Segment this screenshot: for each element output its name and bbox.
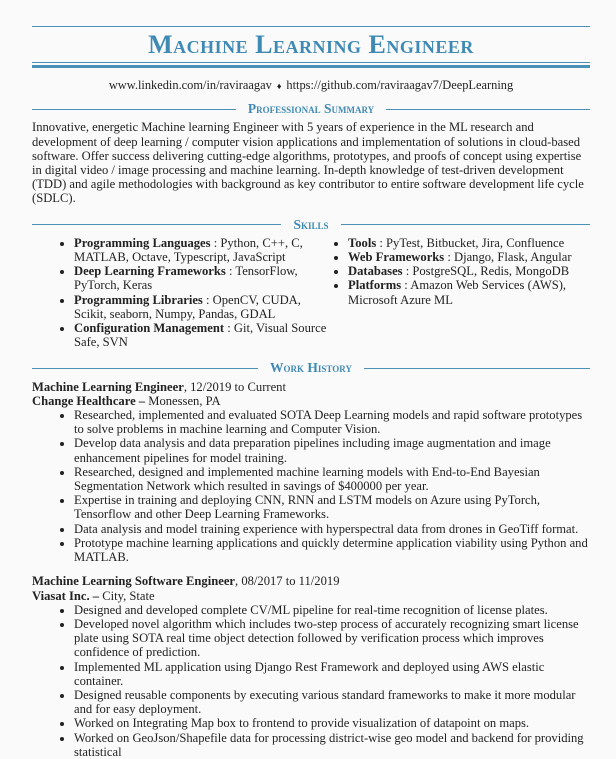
skill-item xyxy=(74,321,336,349)
job-bullet: • Develop data analysis and data preparation pipelines including image augmentation and image enhancement pipelines for model training. xyxy=(74,436,590,464)
skill-value: : PostgreSQL, Redis, MongoDB xyxy=(402,264,570,279)
skill-label: Platforms xyxy=(348,278,402,293)
job-title: Machine Learning Engineer xyxy=(32,379,184,394)
skill-item xyxy=(348,250,590,264)
skill-item xyxy=(74,264,336,292)
skill-value: : OpenCV, CUDA, Scikit, seaborn, Numpy, Pandas, GDAL xyxy=(74,292,301,321)
contact-line xyxy=(32,78,590,93)
github-link[interactable]: https://github.com/raviraagav7/DeepLearning xyxy=(286,78,514,92)
section-heading-work xyxy=(32,361,590,375)
diamond-separator-icon: ♦ xyxy=(276,81,282,91)
section-title: Work History xyxy=(270,360,352,376)
job-title-line xyxy=(32,380,590,394)
job-bullet: • Prototype machine learning applications and quickly determine application viability using Python and MATLAB. xyxy=(74,536,590,564)
job-location: City, State xyxy=(99,588,155,603)
job-bullet: • Researched, designed and implemented machine learning models with End-to-End Bayesian Segmentation Network which resulted in savings of $400000 per year. xyxy=(74,465,590,493)
work-history xyxy=(32,380,590,759)
job-bullet: • Designed reusable components by executing various standard frameworks to make it more modular and for easy deployment. xyxy=(74,688,590,716)
skill-label: Programming Libraries xyxy=(74,292,203,307)
section-title: Professional Summary xyxy=(247,101,375,117)
skill-value: : Git, Visual Source Safe, SVN xyxy=(74,321,327,350)
job-company-line xyxy=(32,589,590,603)
job-bullet: • Researched, implemented and evaluated SOTA Deep Learning models and rapid software prototypes to solve problems in machine learning and Computer Vision. xyxy=(74,408,590,436)
skill-value: : TensorFlow, PyTorch, Keras xyxy=(74,264,298,293)
skill-value: : Python, C++, C, MATLAB, Octave, Typescript, JavaScript xyxy=(74,235,303,265)
skill-item xyxy=(348,264,590,278)
job-dates: , 08/2017 to 11/2019 xyxy=(235,574,340,589)
skills-list xyxy=(32,236,590,350)
top-rule xyxy=(32,26,590,27)
skill-value: : Amazon Web Services (AWS), Microsoft Azure ML xyxy=(348,278,567,307)
resume-page xyxy=(32,0,590,759)
skill-label: Tools xyxy=(348,235,377,250)
skill-label: Configuration Management xyxy=(74,321,225,336)
job-bullet: • Developed novel algorithm which includes two-step process of accurately recognizing smart license plate using SOTA real time object detection followed by verification process which improves confidence of prediction. xyxy=(74,617,590,660)
skill-item xyxy=(74,293,336,321)
job-bullet: • Data analysis and model training experience with hyperspectral data from drones in GeoTiff format. xyxy=(74,522,590,536)
skill-label: Web Frameworks xyxy=(348,250,445,265)
linkedin-link[interactable]: www.linkedin.com/in/raviraagav xyxy=(108,78,272,92)
job-entry xyxy=(32,380,590,565)
job-entry xyxy=(32,574,590,759)
title-double-rule xyxy=(32,62,590,68)
job-company: Change Healthcare – xyxy=(32,393,146,408)
skill-item xyxy=(74,236,336,264)
skill-label: Programming Languages xyxy=(74,235,211,250)
section-heading-summary xyxy=(32,102,590,116)
resume-title: Machine Learning Engineer xyxy=(148,30,474,59)
job-bullet: • Designed and developed complete CV/ML pipeline for real-time recognition of license plates. xyxy=(74,603,590,617)
skill-label: Deep Learning Frameworks xyxy=(74,264,226,279)
job-bullet: • Implemented ML application using Django Rest Framework and deployed using AWS elastic container. xyxy=(74,660,590,688)
job-title-line xyxy=(32,574,590,588)
summary-text: Innovative, energetic Machine learning Engineer with 5 years of experience in the ML research and development of deep learning / computer vision applications and implementation of solutions in cloud-based software. Offer success delivering cutting-edge algorithms, prototypes, and proofs of concept using expertise in digital video / image processing and machine learning. In-depth knowledge of test-driven development (TDD) and agile methodologies with background as key contributor to entire software development life cycle (SDLC). xyxy=(32,120,584,206)
job-company-line xyxy=(32,394,590,408)
skill-item xyxy=(348,236,590,250)
skill-value: : Django, Flask, Angular xyxy=(444,250,572,265)
job-bullet: • Worked on Integrating Map box to frontend to provide visualization of datapoint on maps. xyxy=(74,716,590,730)
job-dates: , 12/2019 to Current xyxy=(183,379,286,394)
job-title: Machine Learning Software Engineer xyxy=(32,574,236,589)
job-bullet: • Expertise in training and deploying CNN, RNN and LSTM models on Azure using PyTorch, Tensorflow and other Deep Learning Frameworks. xyxy=(74,493,590,521)
section-heading-skills xyxy=(32,218,590,232)
job-location: Monessen, PA xyxy=(145,393,221,408)
skill-value: : PyTest, Bitbucket, Jira, Confluence xyxy=(376,235,565,250)
skill-label: Databases xyxy=(348,264,403,279)
job-company: Viasat Inc. – xyxy=(32,588,100,603)
skill-item xyxy=(348,278,590,306)
section-title: Skills xyxy=(293,216,329,232)
job-bullet: • Worked on GeoJson/Shapefile data for processing district-wise geo model and backend for providing statistical xyxy=(74,731,590,759)
